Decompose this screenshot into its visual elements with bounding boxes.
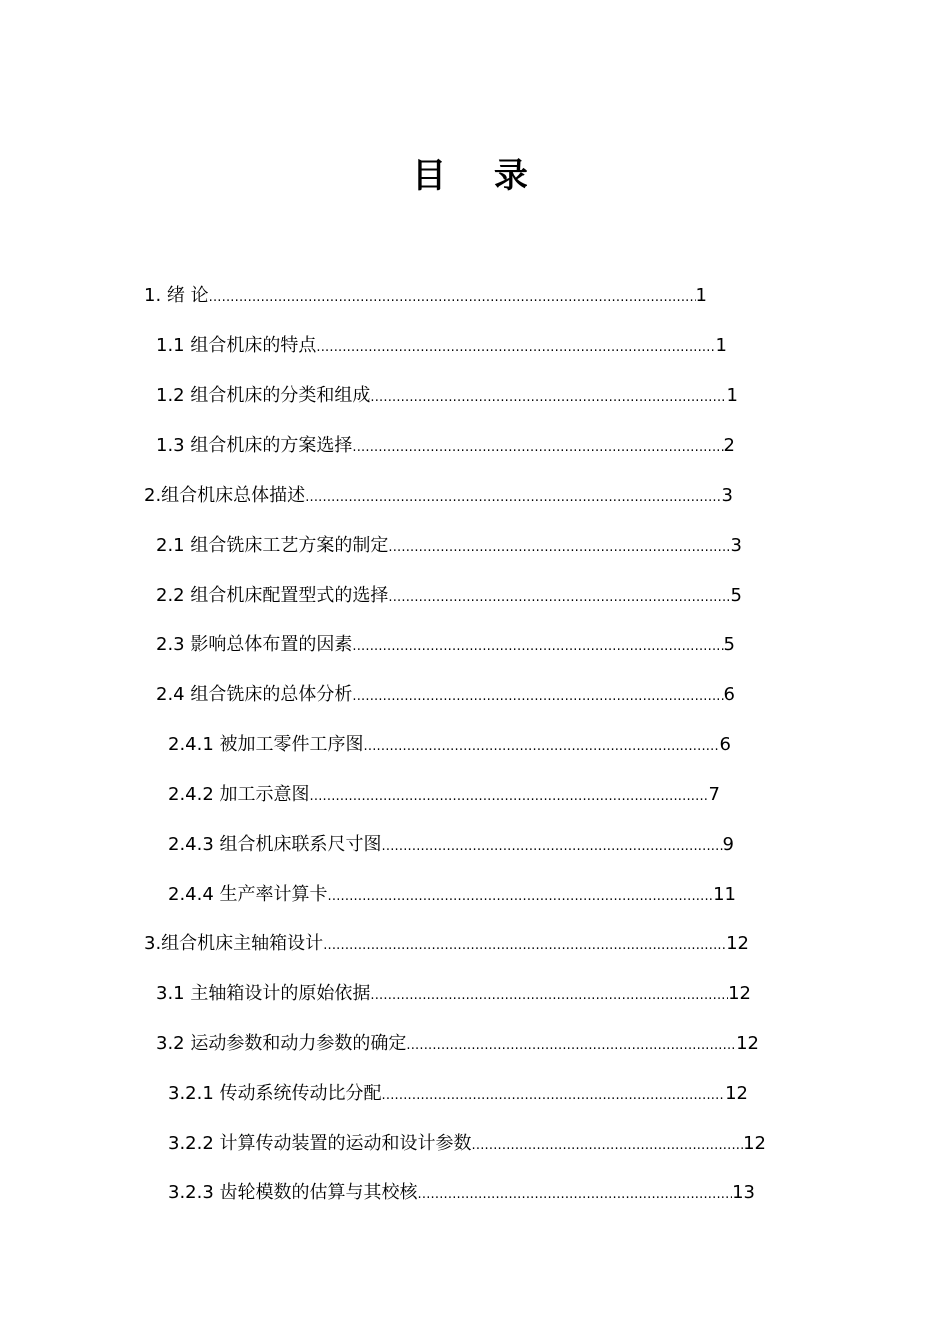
dot-leader [388,585,730,611]
dot-leader [364,734,720,760]
toc-entry-page: 3 [730,535,742,556]
toc-entry-label: 3.2.1 传动系统传动比分配 [168,1083,382,1104]
toc-entry-label: 2.4.1 被加工零件工序图 [168,734,364,755]
dot-leader [310,784,709,810]
dot-leader [352,684,723,710]
toc-entry-page: 6 [719,734,731,755]
toc-entry-page: 12 [725,1083,748,1104]
toc-entry-label: 3.2 运动参数和动力参数的确定 [156,1033,407,1054]
dot-leader [388,535,730,561]
dot-leader [370,983,728,1009]
toc-entry-label: 2.组合机床总体描述 [144,485,306,506]
toc-entry[interactable] [168,1081,748,1109]
dot-leader [406,1033,736,1059]
toc-entry-page: 9 [722,834,734,855]
toc-entry[interactable] [168,882,736,910]
toc-entry-label: 1.2 组合机床的分类和组成 [156,385,371,406]
dot-leader [316,335,715,361]
toc-entry-page: 1 [695,285,707,306]
dot-leader [305,485,721,511]
toc-entry-page: 12 [728,983,751,1004]
toc-entry[interactable] [156,981,751,1009]
dot-leader [209,285,696,311]
dot-leader [352,634,723,660]
toc-entry[interactable] [156,333,727,361]
toc-entry[interactable] [156,583,742,611]
toc-entry[interactable] [168,1180,755,1208]
toc-entry-label: 2.4.3 组合机床联系尺寸图 [168,834,382,855]
dot-leader [418,1182,733,1208]
toc-entry-page: 13 [732,1182,755,1203]
dot-leader [352,435,723,461]
toc-entry[interactable] [168,782,720,810]
toc-entry[interactable] [168,832,734,860]
dot-leader [370,385,726,411]
toc-entry-label: 3.组合机床主轴箱设计 [144,933,324,954]
toc-entry-label: 1. 绪 论 [144,285,209,306]
toc-entry[interactable] [144,931,749,959]
dot-leader [382,834,723,860]
toc-entry-page: 1 [715,335,727,356]
toc-entry-label: 2.4.2 加工示意图 [168,784,310,805]
toc-entry-page: 5 [730,585,742,606]
toc-entry-label: 2.4.4 生产率计算卡 [168,884,328,905]
toc-entry[interactable] [156,383,738,411]
toc-entry-label: 2.3 影响总体布置的因素 [156,634,353,655]
toc-entry[interactable] [144,283,707,311]
toc-entry-page: 11 [713,884,736,905]
toc-entry-label: 1.1 组合机床的特点 [156,335,317,356]
page-title: 目 录 [412,156,546,196]
toc-entry-page: 6 [723,684,735,705]
toc-entry[interactable] [144,483,733,511]
toc-entry[interactable] [168,1131,766,1159]
dot-leader [382,1083,726,1109]
toc-entry-label: 2.4 组合铣床的总体分析 [156,684,353,705]
toc-entry-page: 12 [743,1133,766,1154]
toc-entry[interactable] [156,433,735,461]
toc-entry-page: 12 [726,933,749,954]
toc-entry-label: 2.1 组合铣床工艺方案的制定 [156,535,389,556]
toc-entry-page: 1 [726,385,738,406]
toc-entry-label: 3.2.2 计算传动装置的运动和设计参数 [168,1133,472,1154]
toc-entry-label: 3.1 主轴箱设计的原始依据 [156,983,371,1004]
toc-entry-page: 7 [708,784,720,805]
toc-entry[interactable] [156,533,742,561]
dot-leader [328,884,714,910]
toc-entry-page: 12 [736,1033,759,1054]
toc-entry-page: 3 [721,485,733,506]
toc-entry-label: 3.2.3 齿轮模数的估算与其校核 [168,1182,418,1203]
toc-entry-label: 2.2 组合机床配置型式的选择 [156,585,389,606]
dot-leader [323,933,726,959]
toc-entry[interactable] [156,682,735,710]
toc-entry-page: 5 [723,634,735,655]
toc-entry-page: 2 [723,435,735,456]
toc-entry[interactable] [156,632,735,660]
toc-entry-label: 1.3 组合机床的方案选择 [156,435,353,456]
dot-leader [472,1133,744,1159]
toc-entry[interactable] [168,732,731,760]
toc-entry[interactable] [156,1031,759,1059]
